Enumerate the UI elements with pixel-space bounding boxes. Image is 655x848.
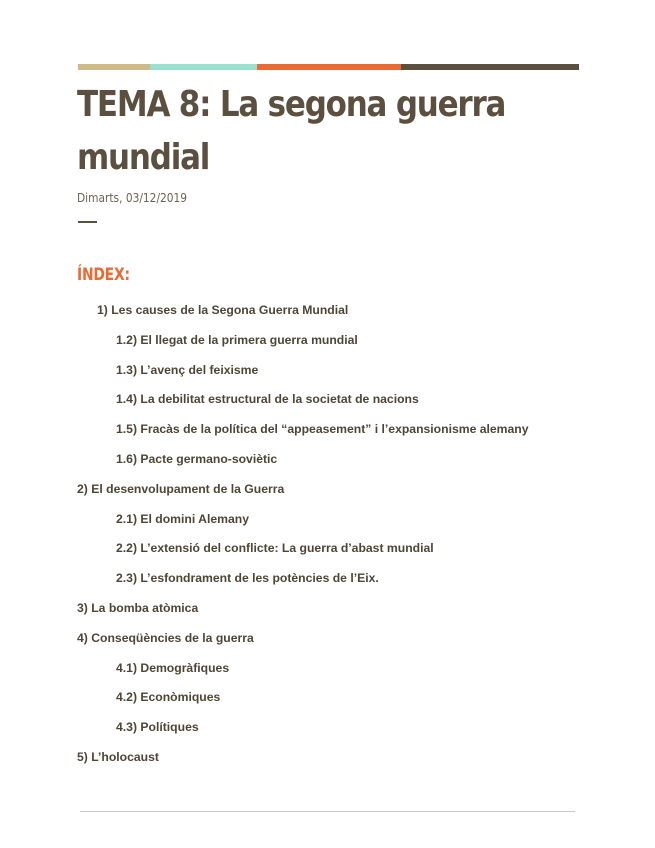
toc-item: 4.3) Polítiques xyxy=(116,720,199,735)
color-bar-segment xyxy=(257,64,401,70)
footer-divider xyxy=(80,811,575,812)
toc-item: 4.1) Demogràfiques xyxy=(116,660,230,675)
color-bar-segment xyxy=(150,64,257,70)
color-bar xyxy=(78,64,579,70)
toc-item: 1.3) L’avenç del feixisme xyxy=(116,362,259,377)
toc-item: 4) Conseqüències de la guerra xyxy=(77,630,254,645)
toc-item: 3) La bomba atòmica xyxy=(77,600,199,615)
toc-item: 1.6) Pacte germano-soviètic xyxy=(116,451,278,466)
date-underline xyxy=(78,221,97,223)
toc-item: 1) Les causes de la Segona Guerra Mundial xyxy=(97,303,349,317)
index-heading: ÍNDEX: xyxy=(77,265,130,285)
toc-item: 1.4) La debilitat estructural de la societat de nacions xyxy=(116,392,419,407)
page-title: TEMA 8: La segona guerra mundial xyxy=(77,84,506,178)
toc-item: 5) L’holocaust xyxy=(77,749,159,764)
color-bar-segment xyxy=(401,64,579,70)
toc-item: 2.1) El domini Alemany xyxy=(116,511,249,526)
document-date: Dimarts, 03/12/2019 xyxy=(77,190,188,205)
toc-item: 4.2) Econòmiques xyxy=(116,690,221,705)
toc-item: 2) El desenvolupament de la Guerra xyxy=(77,481,285,496)
toc-item: 2.2) L’extensió del conflicte: La guerra d’abast mundial xyxy=(116,541,434,556)
color-bar-segment xyxy=(78,64,150,70)
toc-item: 1.5) Fracàs de la política del “appeasement” i l’expansionisme alemany xyxy=(116,422,529,437)
toc-item: 1.2) El llegat de la primera guerra mundial xyxy=(116,332,358,347)
table-of-contents xyxy=(0,296,655,773)
toc-item: 2.3) L’esfondrament de les potències de l’Eix. xyxy=(116,571,379,586)
